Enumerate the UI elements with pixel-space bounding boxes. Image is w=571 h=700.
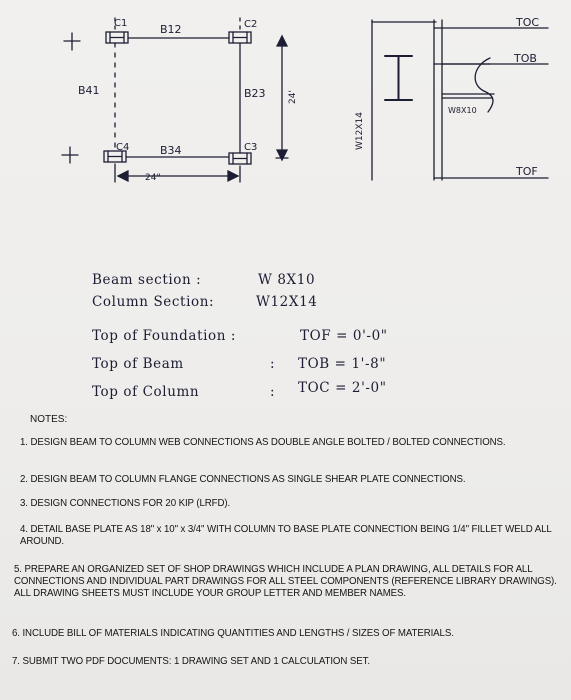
- note-4: 4. DETAIL BASE PLATE AS 18" x 10" x 3/4" WITH COLUMN TO BASE PLATE CONNECTION BEING 1/4" FILLET WELD ALL AROUND.: [20, 524, 552, 547]
- tob-colon: :: [270, 356, 276, 372]
- toc-label: Top of Column: [92, 384, 200, 400]
- beam-size-label: W8X10: [448, 106, 477, 115]
- note-6: 6. INCLUDE BILL OF MATERIALS INDICATING QUANTITIES AND LENGTHS / SIZES OF MATERIALS.: [12, 628, 454, 639]
- label-b41: B41: [78, 84, 100, 97]
- label-b23: B23: [244, 87, 266, 100]
- label-c3: C3: [244, 142, 258, 153]
- label-toc: TOC: [516, 16, 540, 29]
- grid-cross-bottom: [62, 147, 78, 163]
- grid-cross-top: [64, 33, 80, 50]
- notes-heading: NOTES:: [30, 414, 68, 425]
- note-3: 3. DESIGN CONNECTIONS FOR 20 KIP (LRFD).: [20, 498, 231, 509]
- tof-value: TOF = 0'-0": [300, 328, 388, 344]
- tob-label: Top of Beam: [92, 356, 184, 372]
- tob-value: TOB = 1'-8": [298, 356, 387, 372]
- dim-vertical-line: [276, 38, 288, 158]
- tof-label: Top of Foundation :: [92, 328, 237, 344]
- label-tof: TOF: [516, 165, 538, 178]
- note-2: 2. DESIGN BEAM TO COLUMN FLANGE CONNECTIONS AS SINGLE SHEAR PLATE CONNECTIONS.: [20, 474, 466, 485]
- framing-sketch: [0, 0, 571, 260]
- beam-break-line: [475, 58, 493, 112]
- label-b12: B12: [160, 23, 182, 36]
- column-size-label: W12X14: [355, 112, 365, 150]
- note-1: 1. DESIGN BEAM TO COLUMN WEB CONNECTIONS AS DOUBLE ANGLE BOLTED / BOLTED CONNECTIONS.: [20, 437, 506, 448]
- beam-section-value: W 8X10: [258, 272, 316, 288]
- label-c1: C1: [114, 18, 128, 29]
- toc-value: TOC = 2'-0": [298, 380, 387, 396]
- label-b34: B34: [160, 144, 182, 157]
- column-section-value: W12X14: [256, 294, 318, 310]
- note-5: 5. PREPARE AN ORGANIZED SET OF SHOP DRAWINGS WHICH INCLUDE A PLAN DRAWING, ALL DETAILS FOR ALL CONNECTIONS AND INDIVIDUAL PART DRAWINGS FOR ALL STEEL COMPONENTS (REFERENCE LIBRARY DRAWINGS). ALL DRAWING SHEETS MUST INCLUDE YOUR GROUP LETTER AND MEMBER NAMES.: [14, 564, 557, 599]
- label-tob: TOB: [514, 52, 537, 65]
- beam-section-label: Beam section :: [92, 272, 202, 288]
- label-c4: C4: [116, 142, 130, 153]
- label-c2: C2: [244, 19, 258, 30]
- dim-horizontal-text: 24": [145, 173, 161, 183]
- column-section-symbol: [385, 56, 412, 100]
- dim-vertical-text: 24': [288, 90, 298, 104]
- note-7: 7. SUBMIT TWO PDF DOCUMENTS: 1 DRAWING SET AND 1 CALCULATION SET.: [12, 656, 370, 667]
- column-section-label: Column Section:: [92, 294, 215, 310]
- toc-colon: :: [270, 384, 276, 400]
